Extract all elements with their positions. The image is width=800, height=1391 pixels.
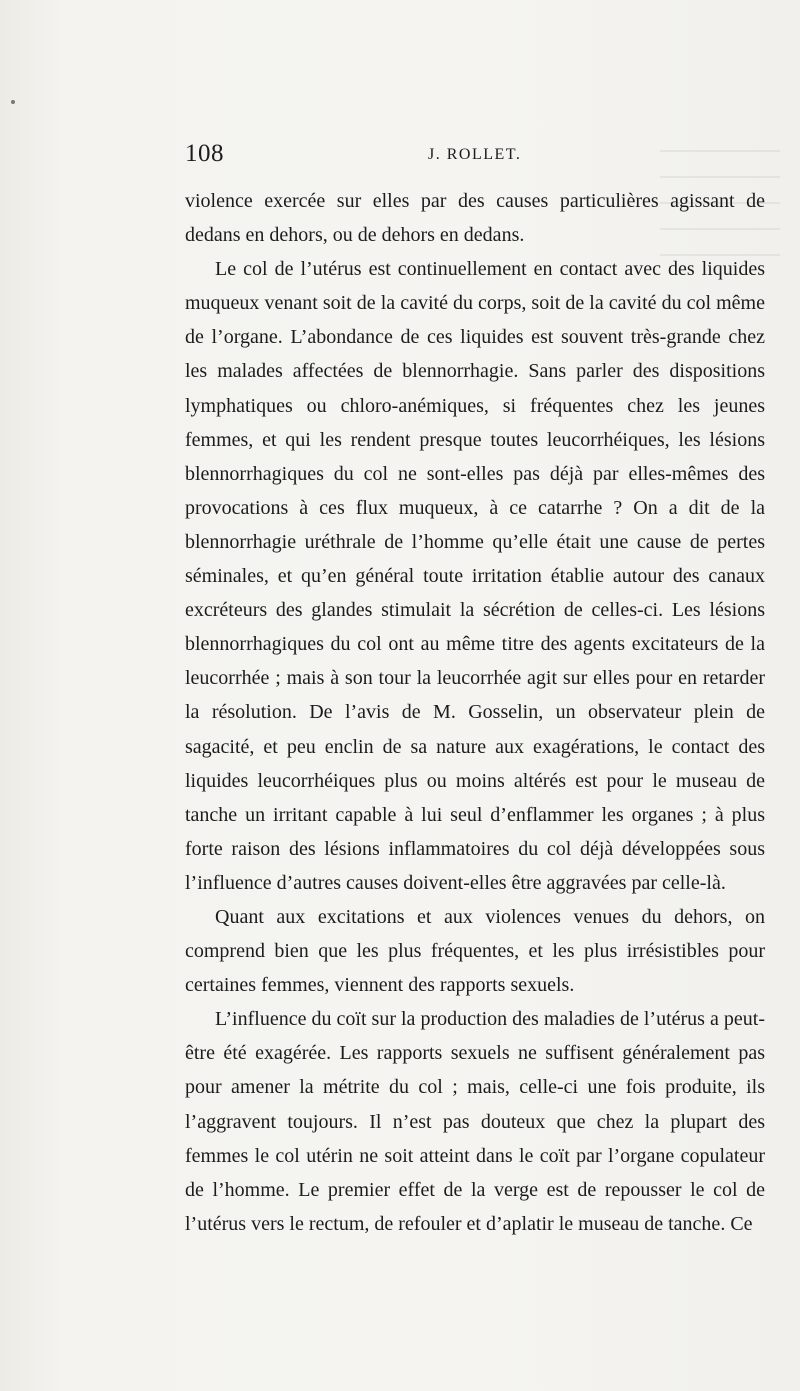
page-number: 108 — [185, 140, 224, 167]
paragraph-continued: violence exercée sur elles par des causes particulières agissant de dedans en dehors, ou de dehors en dedans. — [185, 190, 765, 247]
margin-speck — [11, 100, 15, 104]
paragraph: Quant aux excitations et aux violences venues du dehors, on comprend bien que les plus fréquentes, et les plus irrésistibles pour certaines femmes, viennent des rapports sexuels. — [185, 905, 765, 997]
page-header — [185, 140, 765, 170]
paragraph: Le col de l’utérus est continuellement en contact avec des liquides muqueux venant soit de la cavité du corps, soit de la cavité du col même de l’organe. L’abondance de ces liquides est souvent très-grande chez les malades affectées de blennorrhagie. Sans parler des dispositions lymphatiques ou chloro-anémiques, si fréquentes chez les jeunes femmes, et qui les rendent presque toutes leucorrhéiques, les lésions blennorrhagiques du col ne sont-elles pas déjà par elles-mêmes des provocations à ces flux muqueux, à ce catarrhe ? On a dit de la blennorrhagie uréthrale de l’homme qu’elle était une cause de pertes séminales, et qu’en général toute irritation établie autour des canaux excréteurs des glandes stimulait la sécrétion de celles-ci. Les lésions blennorrhagiques du col ont au même titre des agents excitateurs de la leucorrhée ; mais à son tour la leucorrhée agit sur elles pour en retarder la résolution. De l’avis de M. Gosselin, un observateur plein de sagacité, et peu enclin de sa nature aux exagérations, le contact des liquides leucorrhéiques plus ou moins altérés est pour le museau de tanche un irritant capable à lui seul d’enflammer les organes ; à plus forte raison des lésions inflammatoires du col déjà développées sous l’influence d’autres causes doivent-elles être aggravées par celle-là. — [185, 258, 765, 894]
running-head: J. ROLLET. — [428, 146, 522, 163]
paragraph: L’influence du coït sur la production des maladies de l’utérus a peut-être été exagérée. Les rapports sexuels ne suffisent généralement pas pour amener la métrite du col ; mais, celle-ci une fois produite, ils l’aggravent toujours. Il n’est pas douteux que chez la plupart des femmes le col utérin ne soit atteint dans le coït par l’organe copulateur de l’homme. Le premier effet de la verge est de repousser le col de l’utérus vers le rectum, de refouler et d’aplatir le museau de tanche. Ce — [185, 1008, 765, 1235]
body-text — [185, 184, 765, 1241]
